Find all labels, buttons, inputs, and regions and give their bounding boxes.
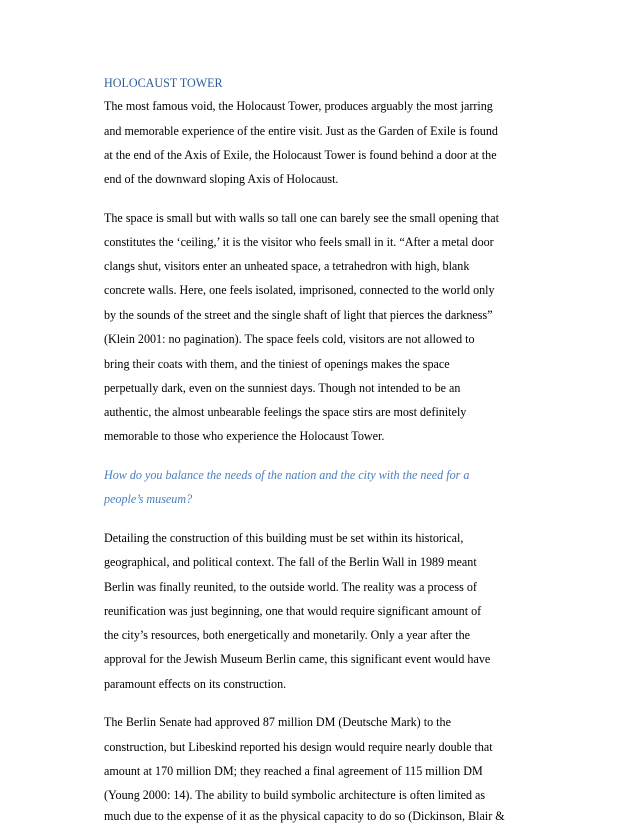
paragraph-3-line-5: the city’s resources, both energetically and monetarily. Only a year after the <box>104 628 471 642</box>
paragraph-1-line-1: The most famous void, the Holocaust Tower, produces arguably the most jarring <box>104 99 493 113</box>
paragraph-1-line-3: at the end of the Axis of Exile, the Holocaust Tower is found behind a door at the <box>104 148 497 162</box>
section-heading: HOLOCAUST TOWER <box>104 76 223 90</box>
paragraph-2-line-1: The space is small but with walls so tall one can barely see the small opening that <box>104 211 499 225</box>
paragraph-1-line-4: end of the downward sloping Axis of Holocaust. <box>104 172 339 186</box>
paragraph-2-line-7: bring their coats with them, and the tiniest of openings makes the space <box>104 357 450 371</box>
paragraph-2-line-9: authentic, the almost unbearable feelings the space stirs are most definitely <box>104 405 467 419</box>
paragraph-3-line-3: Berlin was finally reunited, to the outside world. The reality was a process of <box>104 580 477 594</box>
paragraph-4-line-4: (Young 2000: 14). The ability to build symbolic architecture is often limited as <box>104 788 486 802</box>
paragraph-2-line-5: by the sounds of the street and the single shaft of light that pierces the darkness” <box>104 308 493 322</box>
paragraph-4-line-3: amount at 170 million DM; they reached a final agreement of 115 million DM <box>104 764 483 778</box>
paragraph-3-line-6: approval for the Jewish Museum Berlin came, this significant event would have <box>104 652 491 666</box>
question-line-1: How do you balance the needs of the nation and the city with the need for a <box>104 468 470 482</box>
paragraph-3-line-2: geographical, and political context. The fall of the Berlin Wall in 1989 meant <box>104 555 477 569</box>
paragraph-2-line-4: concrete walls. Here, one feels isolated, imprisoned, connected to the world only <box>104 283 495 297</box>
paragraph-4-line-1: The Berlin Senate had approved 87 million DM (Deutsche Mark) to the <box>104 715 451 729</box>
paragraph-2-line-6: (Klein 2001: no pagination). The space feels cold, visitors are not allowed to <box>104 332 475 346</box>
paragraph-4-line-2: construction, but Libeskind reported his design would require nearly double that <box>104 740 493 754</box>
paragraph-2-line-2: constitutes the ‘ceiling,’ it is the visitor who feels small in it. “After a metal door <box>104 235 494 249</box>
paragraph-3-line-4: reunification was just beginning, one that would require significant amount of <box>104 604 482 618</box>
paragraph-2-line-8: perpetually dark, even on the sunniest days. Though not intended to be an <box>104 381 461 395</box>
question-line-2: people’s museum? <box>104 492 193 506</box>
paragraph-2-line-10: memorable to those who experience the Holocaust Tower. <box>104 429 385 443</box>
paragraph-4-line-5: much due to the expense of it as the physical capacity to do so (Dickinson, Blair & <box>104 809 505 823</box>
paragraph-2-line-3: clangs shut, visitors enter an unheated space, a tetrahedron with high, blank <box>104 259 470 273</box>
paragraph-1-line-2: and memorable experience of the entire visit. Just as the Garden of Exile is found <box>104 124 498 138</box>
paragraph-3-line-7: paramount effects on its construction. <box>104 677 287 691</box>
paragraph-3-line-1: Detailing the construction of this building must be set within its historical, <box>104 531 464 545</box>
